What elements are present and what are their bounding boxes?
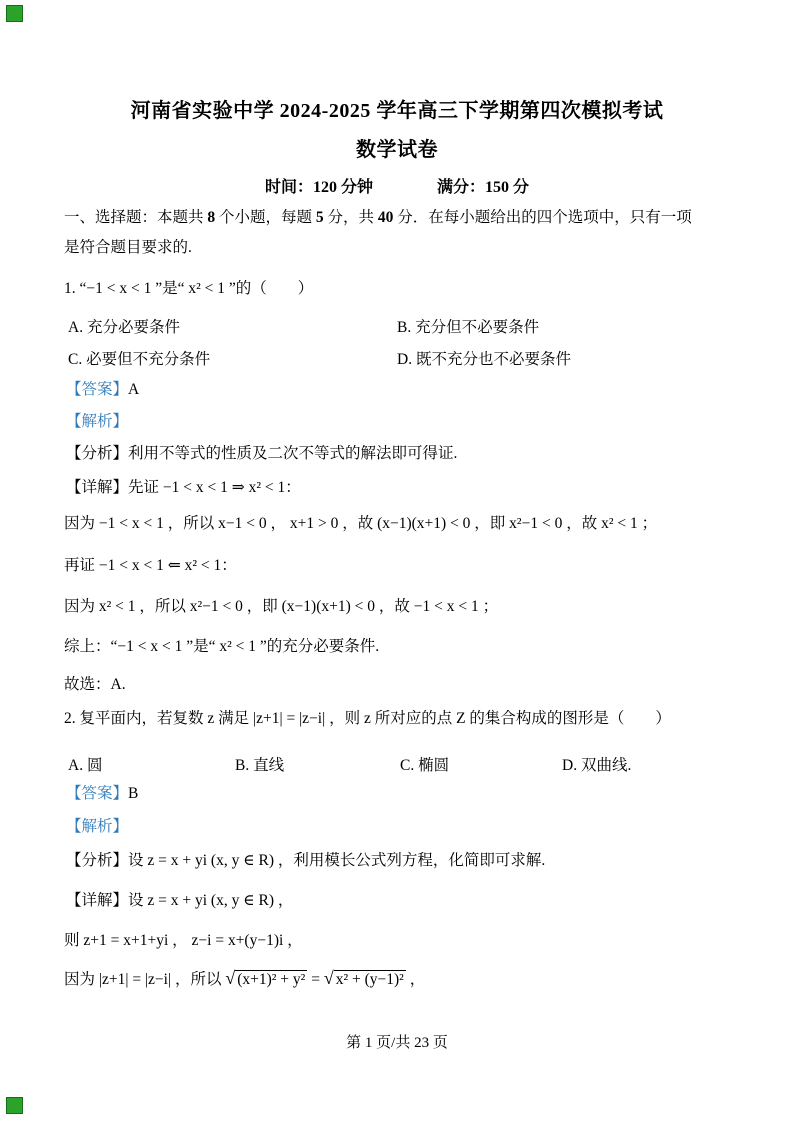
green-marker-top-icon — [6, 5, 23, 22]
q1-option-c: C. 必要但不充分条件 — [68, 351, 211, 368]
score-label: 满分： — [437, 179, 486, 196]
q2-step2-suffix: ， — [405, 971, 426, 988]
section-heading-line1 — [64, 207, 692, 229]
total-points: 40 — [377, 209, 394, 226]
q2-option-c: C. 椭圆 — [400, 757, 450, 774]
q1-option-d: D. 既不充分也不必要条件 — [397, 351, 571, 368]
exam-meta — [0, 177, 794, 199]
q2-answer-value: B — [128, 785, 139, 802]
q1-fenxi-line: 【分析】利用不等式的性质及二次不等式的解法即可得证. — [66, 445, 458, 462]
answer-label: 【答案】 — [66, 381, 129, 398]
section-intro-text: 个小题，每题 — [215, 209, 316, 226]
jiexi-label: 【解析】 — [66, 413, 129, 430]
score-value: 150 分 — [485, 179, 530, 196]
equals-sign: = — [307, 971, 324, 988]
section-intro-text: 分．在每小题给出的四个选项中，只有一项 — [393, 209, 692, 226]
q1-step4: 综上：“−1 < x < 1 ”是“ x² < 1 ”的充分必要条件. — [64, 638, 380, 655]
q1-answer-value: A — [128, 381, 140, 398]
q1-xiangjie-line: 【详解】先证 −1 < x < 1 ⇒ x² < 1： — [66, 479, 301, 496]
radicand-left: (x+1)² + y² — [237, 971, 306, 988]
time-value: 120 分钟 — [312, 179, 373, 196]
q1-step1: 因为 −1 < x < 1 ，所以 x−1 < 0 ， x+1 > 0 ，故 (x−1)(x+1) < 0 ，即 x²−1 < 0 ，故 x² < 1 ； — [64, 515, 658, 532]
q1-jiexi-line — [66, 411, 128, 433]
q2-option-a: A. 圆 — [68, 757, 103, 774]
question-1-stem: 1. “−1 < x < 1 ”是“ x² < 1 ”的（ ） — [64, 280, 314, 297]
q2-fenxi-line: 【分析】设 z = x + yi (x, y ∈ R) ，利用模长公式列方程，化简即可求解. — [66, 852, 546, 869]
radical-expression — [323, 968, 406, 988]
q2-step2-prefix: 因为 |z+1| = |z−i| ，所以 — [64, 971, 226, 988]
time-label: 时间： — [264, 179, 313, 196]
q1-step3: 因为 x² < 1 ，所以 x²−1 < 0 ，即 (x−1)(x+1) < 0 ，故 −1 < x < 1 ； — [64, 598, 499, 615]
q2-option-d: D. 双曲线. — [562, 757, 632, 774]
q2-answer-line — [66, 783, 138, 805]
q2-step1: 则 z+1 = x+1+yi ， z−i = x+(y−1)i ， — [64, 932, 303, 949]
section-intro-text: 一、选择题：本题共 — [64, 209, 208, 226]
page-number-indicator: 第 1 页/共 23 页 — [346, 1035, 448, 1051]
q1-option-b: B. 充分但不必要条件 — [397, 319, 540, 336]
section-heading-line2: 是符合题目要求的. — [64, 239, 192, 256]
q1-answer-line — [66, 379, 139, 401]
sqrt-icon: √ — [323, 968, 334, 988]
section-intro-text: 分，共 — [323, 209, 378, 226]
radical-expression — [225, 968, 307, 988]
answer-label: 【答案】 — [66, 785, 129, 802]
page-subtitle: 数学试卷 — [356, 139, 438, 161]
radicand-right: x² + (y−1)² — [335, 971, 404, 988]
q1-step2: 再证 −1 < x < 1 ⇐ x² < 1： — [64, 557, 237, 574]
points-per-question: 5 — [315, 209, 324, 226]
question-2-stem: 2. 复平面内，若复数 z 满足 |z+1| = |z−i| ，则 z 所对应的点 Z 的集合构成的图形是（ ） — [64, 710, 671, 727]
q2-jiexi-line — [66, 816, 128, 838]
page-title: 河南省实验中学 2024-2025 学年高三下学期第四次模拟考试 — [130, 100, 664, 122]
q1-option-a: A. 充分必要条件 — [68, 319, 180, 336]
jiexi-label: 【解析】 — [66, 818, 129, 835]
q2-xiangjie-line: 【详解】设 z = x + yi (x, y ∈ R) ， — [66, 892, 294, 909]
q1-conclusion: 故选：A. — [64, 676, 126, 693]
q2-option-b: B. 直线 — [235, 757, 285, 774]
green-marker-bottom-icon — [6, 1097, 23, 1114]
question-count: 8 — [207, 209, 216, 226]
q2-step2-equation — [64, 967, 425, 991]
sqrt-icon: √ — [225, 968, 236, 988]
